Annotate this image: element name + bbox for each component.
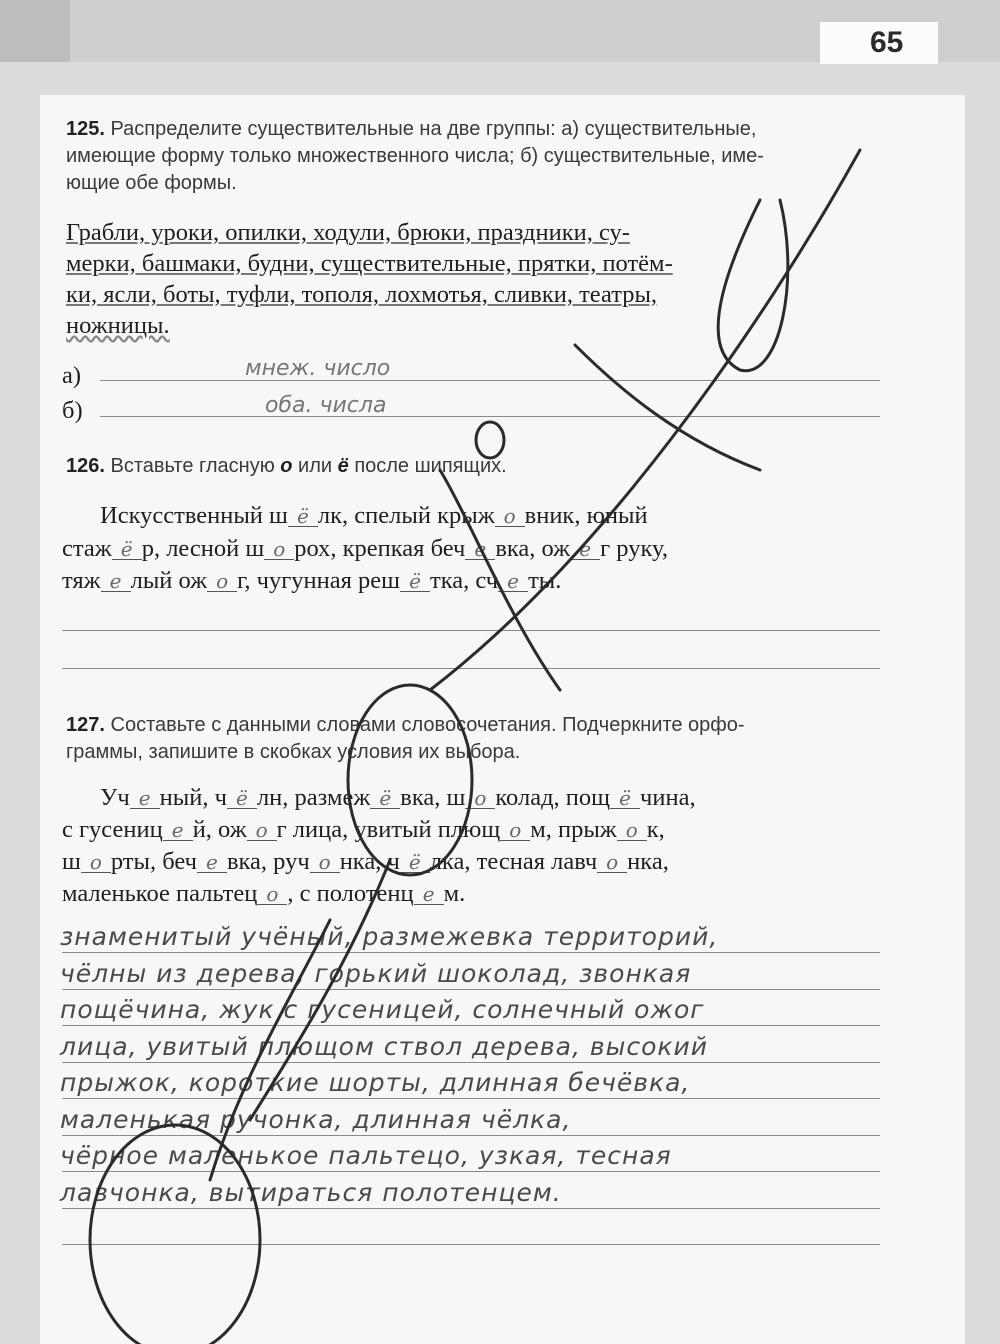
blank: о xyxy=(81,852,111,873)
grade-stroke-k xyxy=(430,150,860,690)
blank: о xyxy=(247,820,277,841)
blank: о xyxy=(617,820,647,841)
answer-a-label: а) xyxy=(62,362,82,389)
task-127-words-4: маленькое пальтец о , с полотенц е м. xyxy=(62,880,466,907)
task-125-line-2: имеющие форму только множественного числа; б) существительные, име- xyxy=(66,145,764,167)
grade-oval-2 xyxy=(90,1125,260,1344)
handwritten-line: пощёчина, жук с гусеницей, солнечный ожог xyxy=(60,995,705,1024)
task-125-line-3: ющие обе формы. xyxy=(66,172,237,194)
task-127-line-2: граммы, запишите в скобках условия их выбора. xyxy=(66,741,521,763)
blank: е xyxy=(163,820,193,841)
blank: ё xyxy=(288,506,318,527)
handwritten-line: лавчонка, вытираться полотенцем. xyxy=(60,1177,562,1207)
task-126-instr-or: или xyxy=(298,455,333,477)
task-125-number: 125. xyxy=(66,118,105,140)
handwritten-line: прыжок, короткие шорты, длинная бечёвка, xyxy=(60,1068,691,1097)
task-127-words-3: ш о рты, беч е вка, руч о нка, ч ё лка, тесная лавч о нка, xyxy=(62,848,669,875)
blank: е xyxy=(465,539,495,560)
blank: ё xyxy=(400,571,430,592)
blank: ё xyxy=(112,539,142,560)
task-126-line-3: тяж е лый ож о г, чугунная реш ё тка, сч е ты. xyxy=(62,567,562,594)
task-127-words-1: Уч е ный, ч ё лн, размеж ё вка, ш о колад, пощ ё чина, xyxy=(100,784,696,811)
blank: о xyxy=(597,852,627,873)
task-126-instr-b: после шипящих. xyxy=(354,455,507,477)
task-127-line-1: Составьте с данными словами словосочетания. Подчеркните орфо- xyxy=(110,714,745,736)
handwritten-line: лица, увитый плющом ствол дерева, высокий xyxy=(60,1031,708,1061)
blank: о xyxy=(257,884,287,905)
blank: е xyxy=(130,788,160,809)
task-126-letter-yo: ё xyxy=(337,455,349,477)
task-126-instr-a: Вставьте гласную xyxy=(110,455,275,477)
blank: о xyxy=(495,506,525,527)
blank: о xyxy=(264,539,294,560)
blank: е xyxy=(414,884,444,905)
word-list-line-4: ножницы. xyxy=(66,312,170,339)
blank: е xyxy=(101,571,131,592)
task-126-number: 126. xyxy=(66,455,105,477)
grade-stroke-3 xyxy=(210,920,330,1180)
blank: ё xyxy=(400,852,430,873)
answer-b-label: б) xyxy=(62,397,83,424)
answer-a-handwriting: мнеж. число xyxy=(245,356,391,381)
grade-circle-letter xyxy=(479,424,498,452)
blank: о xyxy=(500,820,530,841)
handwritten-line: чёлны из дерева, горький шоколад, звонкая xyxy=(60,958,692,988)
blank: е xyxy=(197,852,227,873)
grade-stroke-diag xyxy=(440,470,560,690)
task-127-number: 127. xyxy=(66,714,105,736)
blank: о xyxy=(207,571,237,592)
task-126-line-1: Искусственный ш ё лк, спелый крыж о вник, юный xyxy=(100,502,648,529)
blank: е xyxy=(570,539,600,560)
word-list-line-1: Грабли, уроки, опилки, ходули, брюки, праздники, су- xyxy=(66,219,630,246)
blank: ё xyxy=(227,788,257,809)
word-list-line-2: мерки, башмаки, будни, существительные, прятки, потём- xyxy=(66,250,673,277)
task-126-letter-o: о xyxy=(280,455,293,477)
handwritten-line: знаменитый учёный, размежевка территорий, xyxy=(60,922,719,951)
word-list-line-3: ки, ясли, боты, туфли, тополя, лохмотья, сливки, театры, xyxy=(66,281,658,308)
blank: ё xyxy=(610,788,640,809)
handwritten-line: чёрное маленькое пальтецо, узкая, тесная xyxy=(60,1141,672,1170)
blank: о xyxy=(310,852,340,873)
task-127-words-2: с гусениц е й, ож о г лица, увитый плющ о м, прыж о к, xyxy=(62,816,665,843)
answer-b-handwriting: оба. числа xyxy=(265,393,387,418)
blank: е xyxy=(498,571,528,592)
handwritten-line: маленькая ручонка, длинная чёлка, xyxy=(60,1104,572,1134)
grade-oval-1 xyxy=(348,685,472,875)
page-number: 65 xyxy=(870,26,904,59)
blank: о xyxy=(465,788,495,809)
task-125-line-1: Распределите существительные на две группы: а) существительные, xyxy=(110,118,757,140)
blank: ё xyxy=(370,788,400,809)
task-126-line-2: стаж ё р, лесной ш о рох, крепкая беч е вка, ож е г руку, xyxy=(62,535,668,562)
